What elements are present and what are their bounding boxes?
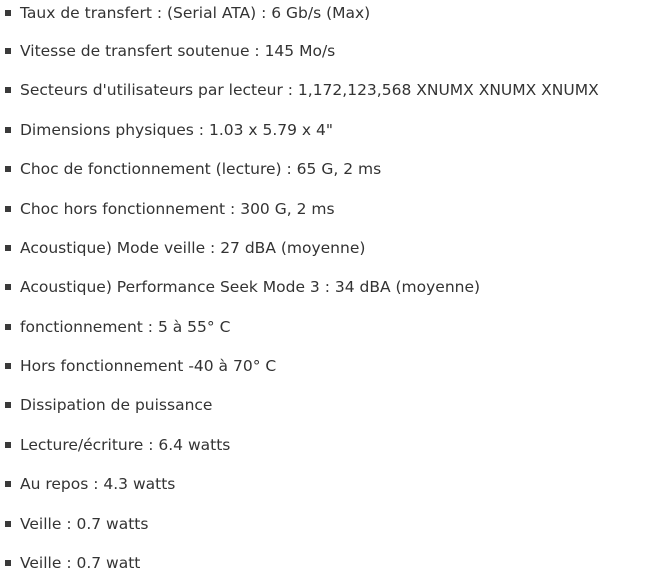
square-bullet-icon xyxy=(5,48,11,54)
spec-text: Veille : 0.7 watts xyxy=(20,515,149,533)
square-bullet-icon xyxy=(5,521,11,527)
list-item xyxy=(0,158,381,180)
list-item xyxy=(0,355,276,377)
list-item xyxy=(0,473,175,495)
list-item xyxy=(0,198,335,220)
spec-text: Lecture/écriture : 6.4 watts xyxy=(20,436,231,454)
square-bullet-icon xyxy=(5,166,11,172)
list-item xyxy=(0,276,480,298)
spec-text: Vitesse de transfert soutenue : 145 Mo/s xyxy=(20,42,336,60)
spec-text: Dissipation de puissance xyxy=(20,396,213,414)
square-bullet-icon xyxy=(5,363,11,369)
spec-text: Acoustique) Performance Seek Mode 3 : 34 dBA (moyenne) xyxy=(20,278,481,296)
square-bullet-icon xyxy=(5,87,11,93)
square-bullet-icon xyxy=(5,284,11,290)
square-bullet-icon xyxy=(5,560,11,566)
list-item xyxy=(0,79,599,101)
list-item xyxy=(0,2,370,24)
spec-text: Choc de fonctionnement (lecture) : 65 G, 2 ms xyxy=(20,160,382,178)
list-item xyxy=(0,394,212,416)
spec-text: Secteurs d'utilisateurs par lecteur : 1,172,123,568 XNUMX XNUMX XNUMX xyxy=(20,81,599,99)
spec-text: Au repos : 4.3 watts xyxy=(20,475,176,493)
list-item xyxy=(0,513,148,535)
square-bullet-icon xyxy=(5,206,11,212)
spec-text: fonctionnement : 5 à 55° C xyxy=(20,318,231,336)
list-item xyxy=(0,119,333,141)
square-bullet-icon xyxy=(5,245,11,251)
spec-text: Acoustique) Mode veille : 27 dBA (moyenne) xyxy=(20,239,366,257)
square-bullet-icon xyxy=(5,402,11,408)
list-item xyxy=(0,434,230,456)
spec-text: Veille : 0.7 watt xyxy=(20,554,141,572)
list-item xyxy=(0,40,335,62)
spec-text: Choc hors fonctionnement : 300 G, 2 ms xyxy=(20,200,335,218)
square-bullet-icon xyxy=(5,324,11,330)
spec-text: Hors fonctionnement -40 à 70° C xyxy=(20,357,277,375)
square-bullet-icon xyxy=(5,127,11,133)
square-bullet-icon xyxy=(5,10,11,16)
list-item xyxy=(0,237,365,259)
square-bullet-icon xyxy=(5,442,11,448)
list-item xyxy=(0,552,140,574)
square-bullet-icon xyxy=(5,481,11,487)
list-item xyxy=(0,316,230,338)
spec-text: Taux de transfert : (Serial ATA) : 6 Gb/s (Max) xyxy=(20,4,371,22)
spec-text: Dimensions physiques : 1.03 x 5.79 x 4" xyxy=(20,121,334,139)
